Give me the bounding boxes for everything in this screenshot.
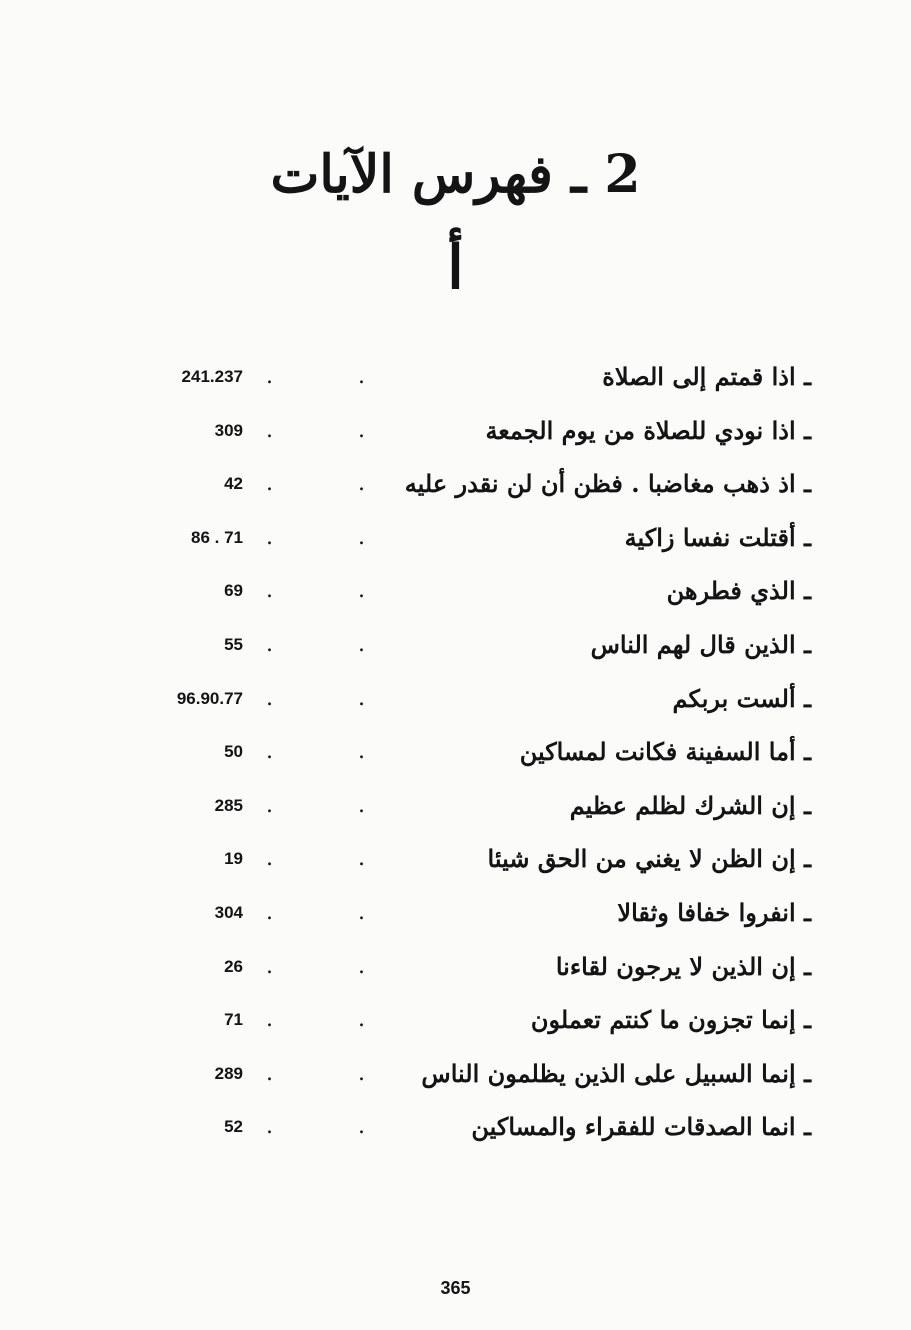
leader-dot: . (266, 471, 273, 497)
leader-dot: . (358, 1114, 365, 1140)
page-reference: 86 . 71 (191, 527, 243, 547)
index-entry (0, 890, 911, 944)
verse-text: ـ إن الشرك لظلم عظيم (569, 790, 811, 820)
leader-dot: . (266, 685, 273, 711)
index-entry (0, 568, 911, 622)
index-entry (0, 622, 911, 676)
page-reference: 26 (224, 956, 243, 976)
page-reference: 241.237 (181, 367, 243, 386)
leader-dot: . (266, 900, 273, 925)
leader-dot: . (266, 846, 273, 872)
leader-dot: . (266, 524, 273, 550)
verse-text: ـ انما الصدقات للفقراء والمساكين (471, 1112, 811, 1142)
index-entry (0, 783, 911, 837)
verse-text: ـ أما السفينة فكانت لمساكين (519, 737, 811, 767)
index-entry (0, 515, 911, 569)
verse-text: ـ ألست بربكم (672, 683, 811, 713)
leader-dot: . (266, 417, 273, 443)
index-entry (0, 836, 911, 890)
verse-text: ـ إن الظن لا يغني من الحق شيئا (487, 844, 811, 874)
leader-dot: . (266, 364, 273, 389)
verse-text: ـ انفروا خفافا وثقالا (617, 898, 811, 927)
leader-dot: . (358, 1060, 365, 1086)
page-reference: 71 (224, 1010, 243, 1030)
leader-dot: . (358, 471, 365, 497)
verse-text: ـ اذا قمتم إلى الصلاة (602, 362, 811, 391)
page-number: 365 (440, 1278, 471, 1298)
leader-dot: . (266, 632, 273, 657)
leader-dot: . (266, 1114, 273, 1140)
page-reference: 304 (214, 903, 243, 922)
verse-text: ـ اذ ذهب مغاضبا . فظن أن لن نقدر عليه (404, 469, 811, 499)
index-entry (0, 354, 911, 408)
index-entry (0, 997, 911, 1051)
verse-text: ـ الذين قال لهم الناس (590, 630, 811, 659)
leader-dot: . (358, 417, 365, 443)
leader-dot: . (358, 524, 365, 550)
page-reference: 309 (214, 420, 243, 440)
index-entry (0, 1104, 911, 1158)
leader-dot: . (358, 900, 365, 925)
leader-dot: . (266, 1060, 273, 1086)
verse-text: ـ الذي فطرهن (666, 576, 811, 606)
page-reference: 69 (224, 581, 243, 601)
index-entry (0, 408, 911, 462)
leader-dot: . (266, 739, 273, 765)
index-entry (0, 461, 911, 515)
verse-text: ـ إنما السبيل على الذين يظلمون الناس (421, 1058, 811, 1088)
leader-dot: . (358, 792, 365, 818)
leader-dot: . (358, 685, 365, 711)
verse-text: ـ أقتلت نفسا زاكية (624, 522, 811, 552)
leader-dot: . (266, 953, 273, 979)
page-reference: 55 (224, 635, 243, 654)
leader-dot: . (266, 792, 273, 818)
page-reference: 50 (224, 742, 243, 762)
index-entry (0, 1051, 911, 1105)
section-letter: أ (447, 233, 464, 303)
leader-dot: . (266, 578, 273, 604)
page-reference: 96.90.77 (176, 688, 243, 708)
leader-dot: . (358, 1007, 365, 1033)
leader-dot: . (358, 846, 365, 872)
verse-text: ـ إن الذين لا يرجون لقاءنا (555, 951, 811, 981)
leader-dot: . (358, 739, 365, 765)
page-reference: 52 (224, 1117, 243, 1137)
leader-dot: . (358, 632, 365, 657)
index-entry (0, 729, 911, 783)
leader-dot: . (358, 578, 365, 604)
leader-dot: . (358, 364, 365, 389)
page-reference: 285 (214, 795, 243, 815)
leader-dot: . (358, 953, 365, 979)
leader-dot: . (266, 1007, 273, 1033)
page-title: 2 ـ فهرس الآيات (270, 144, 641, 205)
page-reference: 42 (224, 474, 243, 494)
index-entry (0, 944, 911, 998)
verse-text: ـ إنما تجزون ما كنتم تعملون (530, 1005, 811, 1035)
verse-text: ـ اذا نودي للصلاة من يوم الجمعة (485, 415, 811, 445)
page-reference: 289 (214, 1063, 243, 1083)
page-reference: 19 (224, 849, 243, 869)
index-entry (0, 676, 911, 730)
